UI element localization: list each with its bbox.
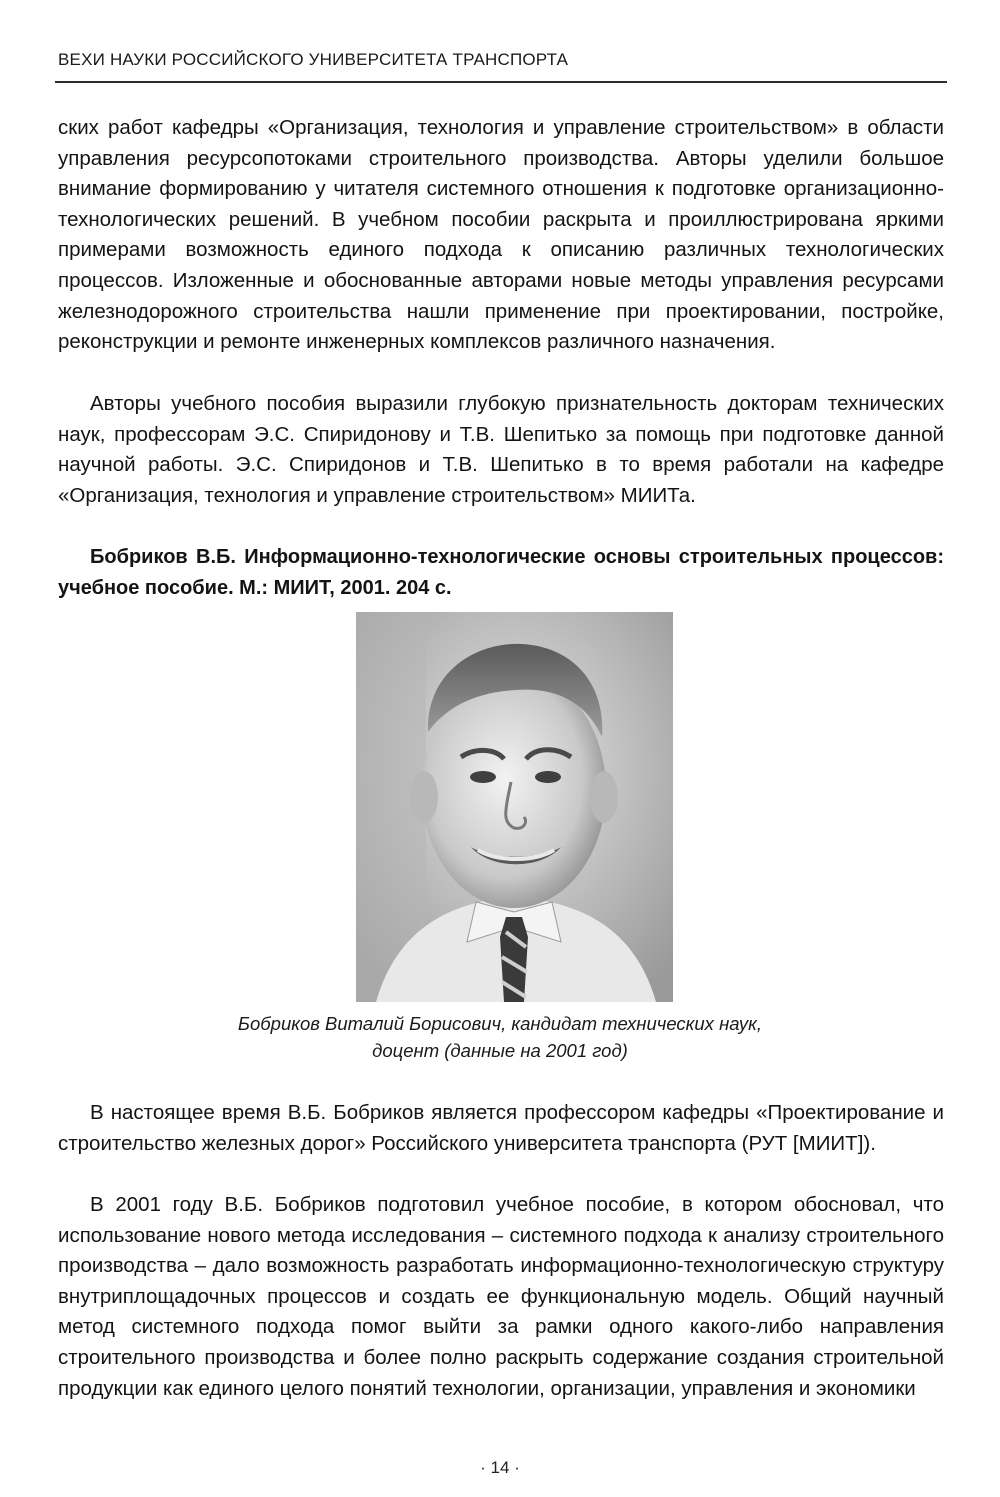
caption-line: Бобриков Виталий Борисович, кандидат технических наук, xyxy=(237,1013,763,1034)
body-paragraph: Авторы учебного пособия выразили глубокую признательность докторам технических наук, профессорам Э.С. Спиридонову и Т.В. Шепитько за помощь при подготовке данной научной работы. Э.С. Спиридонов и Т.В. Шепитько в то время работали на кафедре «Организация, технология и управление строительством» МИИТа. xyxy=(58,392,944,507)
page-number: · 14 · xyxy=(480,1458,520,1477)
body-paragraph: В 2001 году В.Б. Бобриков подготовил учебное пособие, в котором обосновал, что использование нового метода исследования – системного подхода к анализу строительного производства – дало возможность разработать информационно-технологическую структуру внутриплощадочных процессов и создать ее функциональную модель. Общий научный метод системного подхода помог выйти за рамки одного какого-либо направления строительного производства и более полно раскрыть содержание создания строительной продукции как единого целого понятий технологии, организации, управления и экономики xyxy=(58,1193,944,1400)
running-header: ВЕХИ НАУКИ РОССИЙСКОГО УНИВЕРСИТЕТА ТРАНСПОРТА xyxy=(58,50,569,69)
book-reference: Бобриков В.Б. Информационно-технологические основы строительных процессов: учебное пособие. М.: МИИТ, 2001. 204 с. xyxy=(58,546,944,599)
body-paragraph: ских работ кафедры «Организация, технология и управление строительством» в области управления ресурсопотоками строительного производства. Авторы уделили большое внимание формированию у читателя системного отношения к подготовке организационно-технологических решений. В учебном пособии раскрыта и проиллюстрирована яркими примерами возможность единого подхода к описанию различных технологических процессов. Изложенные и обоснованные авторами новые методы управления ресурсами железнодорожного строительства нашли применение при проектировании, постройке, реконструкции и ремонте инженерных комплексов различного назначения. xyxy=(58,116,944,354)
portrait-photo xyxy=(356,612,673,1002)
photo-caption xyxy=(150,1010,850,1064)
header-divider xyxy=(55,81,947,83)
caption-line: доцент (данные на 2001 год) xyxy=(372,1040,628,1061)
body-paragraph: В настоящее время В.Б. Бобриков является профессором кафедры «Проектирование и строительство железных дорог» Российского университета транспорта (РУТ [МИИТ]). xyxy=(58,1101,944,1155)
